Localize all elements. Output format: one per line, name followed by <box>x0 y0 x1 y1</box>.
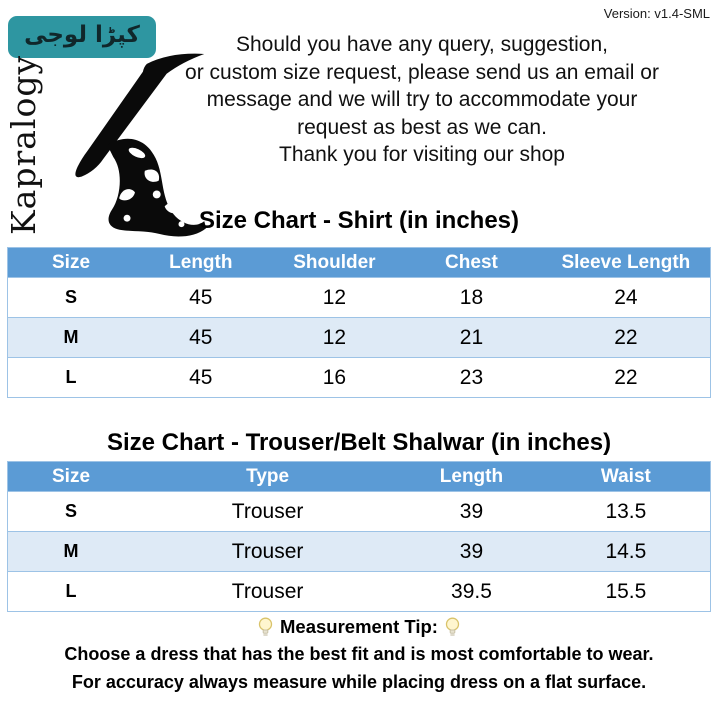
column-header: Shoulder <box>293 251 376 273</box>
table-row <box>8 492 711 532</box>
measurement-tip-line: For accuracy always measure while placing dress on a flat surface. <box>71 672 647 692</box>
table-cell: M <box>63 327 79 347</box>
column-header: Waist <box>600 465 651 487</box>
column-header: Length <box>169 251 233 273</box>
column-header: Size <box>52 465 91 487</box>
header-row <box>8 248 711 278</box>
lightbulb-icon <box>258 617 273 638</box>
table-cell: 22 <box>614 325 638 349</box>
table-cell: 18 <box>459 285 484 309</box>
table-cell: 45 <box>189 285 213 309</box>
lightbulb-icon <box>445 617 460 638</box>
column-header: Type <box>246 465 290 487</box>
trouser-table-header <box>8 462 711 492</box>
table-cell: 39 <box>459 539 484 563</box>
table-cell: 24 <box>614 285 638 309</box>
table-cell: 12 <box>322 325 347 349</box>
table-cell: 45 <box>189 325 213 349</box>
table-row <box>8 318 711 358</box>
header-row <box>8 462 711 492</box>
shirt-table-body <box>8 278 711 398</box>
table-cell: 21 <box>459 325 484 349</box>
table-cell: 45 <box>189 365 213 389</box>
table-cell: Trouser <box>231 579 304 603</box>
table-cell: L <box>65 581 77 601</box>
trouser-size-table <box>7 461 711 612</box>
shirt-size-table <box>7 247 711 398</box>
table-cell: L <box>65 367 77 387</box>
table-row <box>8 572 711 612</box>
table-cell: 14.5 <box>605 539 647 563</box>
table-cell: M <box>63 541 79 561</box>
intro-line: Should you have any query, suggestion, <box>235 33 609 56</box>
table-cell: 39.5 <box>451 579 492 603</box>
shirt-table-header <box>8 248 711 278</box>
intro-line: message and we will try to accommodate your <box>206 88 638 111</box>
shirt-chart-title: Size Chart - Shirt (in inches) <box>198 207 520 234</box>
measurement-tip-title <box>0 616 718 638</box>
column-header: Length <box>439 465 504 487</box>
intro-line: Thank you for visiting our shop <box>279 143 565 166</box>
trouser-table-body <box>8 492 711 612</box>
table-cell: S <box>65 501 78 521</box>
table-cell: 12 <box>322 285 347 309</box>
intro-paragraph <box>158 31 686 169</box>
table-cell: Trouser <box>231 499 304 523</box>
measurement-tip-line: Choose a dress that has the best fit and is most comfortable to wear. <box>64 644 654 664</box>
table-cell: S <box>65 287 78 307</box>
table-cell: 22 <box>614 365 638 389</box>
table-cell: 39 <box>459 499 484 523</box>
table-cell: Trouser <box>231 539 304 563</box>
intro-line: or custom size request, please send us an email or <box>185 60 659 84</box>
vertical-brand-name: Kapralogy <box>4 54 43 236</box>
table-cell: 16 <box>322 365 347 389</box>
column-header: Sleeve Length <box>561 251 691 273</box>
column-header: Chest <box>445 251 498 273</box>
column-header: Size <box>52 251 91 273</box>
table-row <box>8 532 711 572</box>
trouser-chart-title: Size Chart - Trouser/Belt Shalwar (in inches) <box>106 429 612 456</box>
table-row <box>8 358 711 398</box>
intro-line: request as best as we can. <box>297 115 547 139</box>
brand-badge-urdu-text: کپڑا لوجی <box>24 21 140 48</box>
table-cell: 23 <box>459 365 484 389</box>
version-label: Version: v1.4-SML <box>603 6 710 21</box>
table-cell: 13.5 <box>605 499 647 523</box>
table-row <box>8 278 711 318</box>
measurement-tip-label: Measurement Tip: <box>280 616 438 637</box>
table-cell: 15.5 <box>605 579 647 603</box>
